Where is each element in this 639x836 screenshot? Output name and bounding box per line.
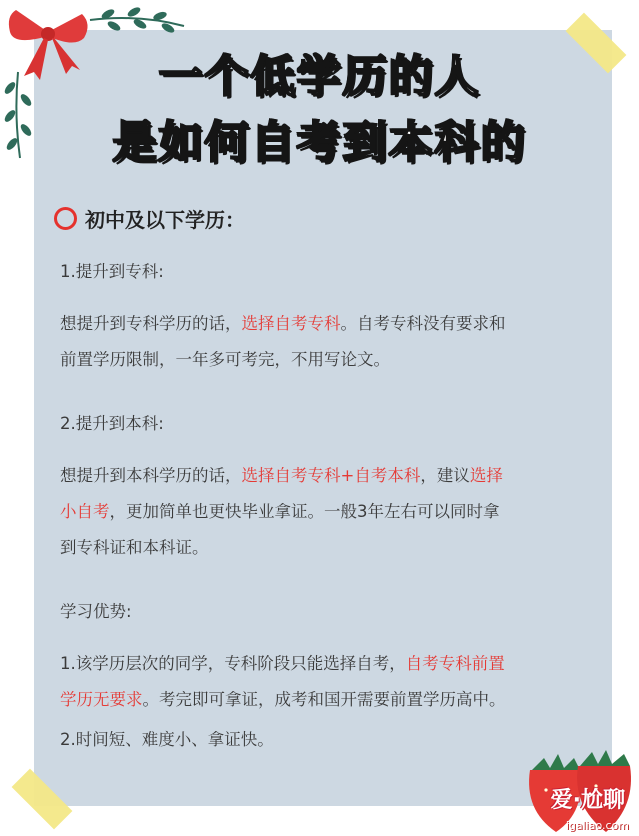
adv1-line1-highlight: 自考专科前置 [405, 654, 505, 673]
block2-heading-text: 2.提升到本科: [60, 414, 164, 433]
b1-line1-highlight: 选择自考专科 [241, 314, 341, 333]
adv1-line1-a: 1.该学历层次的同学，专科阶段只能选择自考， [60, 654, 406, 673]
block1-paragraph [60, 306, 590, 378]
section-heading [54, 204, 245, 233]
block2-line3: 到专科证和本科证。 [60, 538, 209, 557]
block2-line1 [60, 458, 590, 494]
watermark [551, 783, 625, 814]
advantages-heading-text: 学习优势: [60, 602, 132, 621]
block1-heading-text: 1.提升到专科: [60, 262, 164, 281]
adv1-line2-highlight: 学历无要求 [60, 690, 143, 709]
page-title [0, 44, 639, 176]
b2-line1-highlight2: 选择 [469, 466, 503, 485]
b2-line2-highlight: 小自考 [60, 502, 110, 521]
b2-line1-b: ，建议 [420, 466, 470, 485]
block1-line2: 前置学历限制，一年多可考完，不用写论文。 [60, 350, 390, 369]
title-line-2: 是如何自考到本科的 [112, 117, 527, 168]
advantages-heading [60, 594, 590, 630]
section-heading-label: 初中及以下学历： [85, 208, 245, 232]
block2-heading [60, 406, 590, 442]
leaf-branch-icon [88, 4, 188, 34]
block2-paragraph [60, 458, 590, 566]
adv1-line2-b: 。考完即可拿证，成考和国开需要前置学历高中。 [142, 690, 506, 709]
title-line-1: 一个低学历的人 [158, 51, 481, 102]
b2-line1-highlight: 选择自考专科+自考本科 [241, 466, 421, 485]
block1-line1 [60, 306, 590, 342]
b1-line1-a: 想提升到专科学历的话， [60, 314, 242, 333]
b1-line1-b: 。自考专科没有要求和 [340, 314, 506, 333]
adv2-line: 2.时间短、难度小、拿证快。 [60, 730, 274, 749]
b2-line2-b: ，更加简单也更快毕业拿证。一般3年左右可以同时拿 [109, 502, 500, 521]
circle-marker-icon [54, 207, 77, 230]
watermark-url: igaliao.com [565, 819, 629, 832]
watermark-brand: 爱·尬聊 [550, 788, 625, 813]
adv1-line2 [60, 682, 590, 718]
b2-line1-a: 想提升到本科学历的话， [60, 466, 242, 485]
advantages-item-2 [60, 722, 590, 758]
block2-line2 [60, 494, 590, 530]
advantages-item-1 [60, 646, 590, 718]
block1-heading [60, 254, 590, 290]
adv1-line1 [60, 646, 590, 682]
